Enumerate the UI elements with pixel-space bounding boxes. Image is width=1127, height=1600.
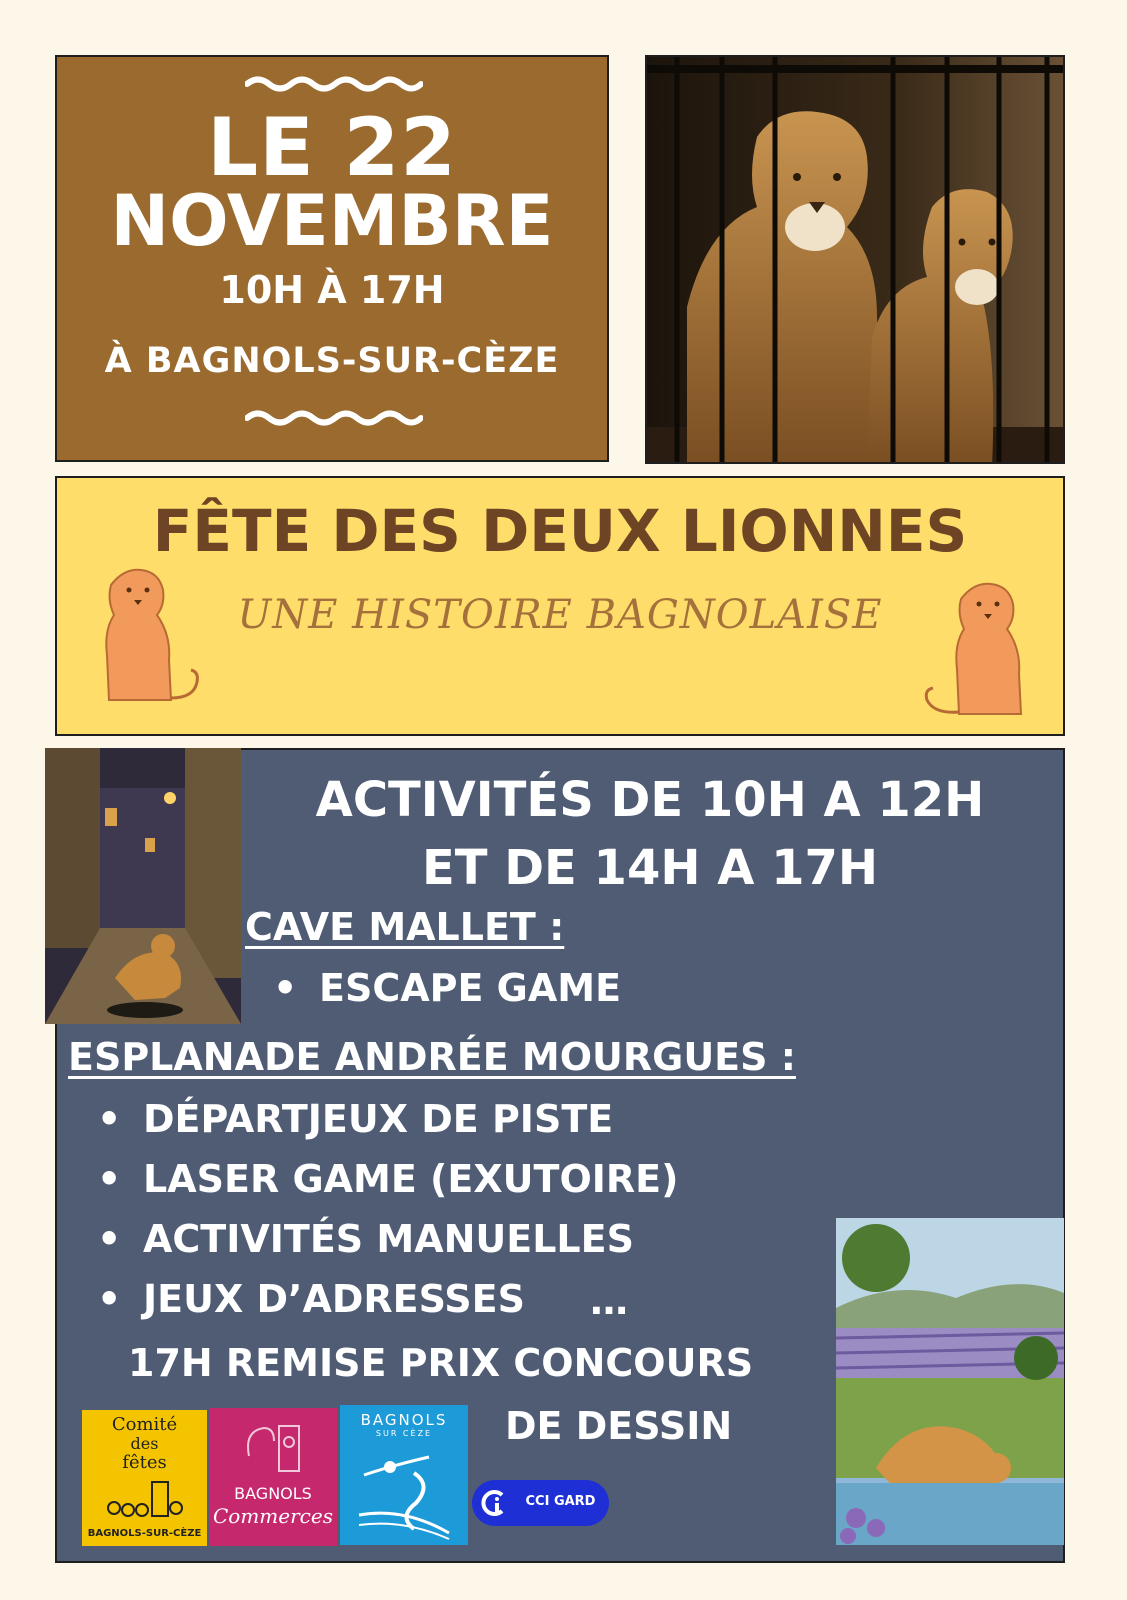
event-place: À BAGNOLS-SUR-CÈZE — [104, 341, 560, 381]
activities-heading-line1: ACTIVITÉS DE 10H A 12H — [315, 772, 985, 828]
bullet-icon: • — [273, 966, 298, 1010]
activities-heading-line2: ET DE 14H A 17H — [421, 840, 879, 896]
heart-house-icon — [239, 1416, 309, 1486]
lioness-icon — [79, 560, 205, 710]
wavy-line-bottom-icon — [245, 409, 423, 427]
cave-mallet-title: CAVE MALLET : — [245, 905, 565, 949]
comite-des-fetes-logo: Comité des fêtes BAGNOLS-SUR-CÈZE — [82, 1410, 207, 1546]
title-banner — [55, 476, 1065, 736]
swirl-figure-icon — [354, 1445, 454, 1541]
cci-gard-logo: CCI GARD — [472, 1480, 609, 1526]
date-day: LE 22 — [207, 101, 457, 194]
bullet-icon: • — [97, 1097, 122, 1141]
date-block — [55, 55, 609, 462]
bullet-icon: • — [97, 1157, 122, 1201]
ellipsis: … — [590, 1279, 628, 1323]
mascots-icon — [102, 1478, 188, 1522]
prize-line1: 17H REMISE PRIX CONCOURS — [128, 1341, 754, 1385]
esplanade-title: ESPLANADE ANDRÉE MOURGUES : — [68, 1035, 796, 1079]
date-month: NOVEMBRE — [110, 180, 554, 262]
lioness-street-image — [45, 748, 241, 1024]
event-title: FÊTE DES DEUX LIONNES — [152, 497, 968, 565]
lioness-landscape-image — [836, 1218, 1064, 1545]
bagnols-commerces-logo: BAGNOLS Commerces — [209, 1408, 337, 1546]
lioness-icon — [919, 574, 1045, 724]
wavy-line-top-icon — [245, 75, 423, 93]
caged-lionesses-image — [645, 55, 1065, 464]
bullet-icon: • — [97, 1277, 122, 1321]
bullet-icon: • — [97, 1217, 122, 1261]
event-hours: 10H À 17H — [219, 268, 445, 312]
bagnols-sur-ceze-logo: BAGNOLS SUR CÈZE — [340, 1405, 468, 1545]
event-subtitle: UNE HISTOIRE BAGNOLAISE — [237, 592, 883, 638]
prize-line2: DE DESSIN — [505, 1404, 733, 1448]
